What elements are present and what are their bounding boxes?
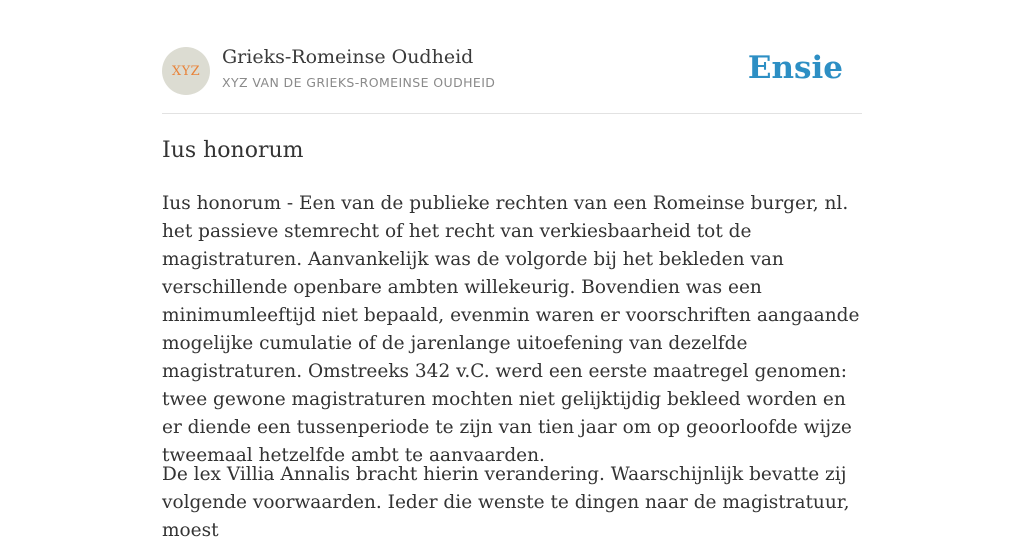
article-paragraph: Ius honorum - Een van de publieke rechten van een Romeinse burger, nl. het passieve stemrecht of het recht van verkiesbaarheid tot de magistraturen. Aanvankelijk was de volgorde bij het bekleden van verschillende openbare ambten willekeurig. Bovendien was een minimumleeftijd niet bepaald, evenmin waren er voorschriften aangaande mogelijke cumulatie of de jarenlange uitoefening van dezelfde magistraturen. Omstreeks 342 v.C. werd een eerste maatregel genomen: twee gewone magistraturen mochten niet gelijktijdig bekleed worden en er diende een tussenperiode te zijn van tien jaar om op geoorloofde wijze tweemaal hetzelfde ambt te aanvaarden. (162, 193, 860, 466)
header (162, 0, 862, 114)
source-title-link[interactable]: Grieks-Romeinse Oudheid (222, 46, 474, 68)
page-title: Ius honorum (162, 138, 304, 163)
source-avatar[interactable] (162, 47, 210, 95)
avatar-initials: XYZ (171, 63, 201, 79)
source-subtitle: XYZ VAN DE GRIEKS-ROMEINSE OUDHEID (222, 75, 496, 90)
page-container (162, 0, 862, 541)
article-paragraph: De lex Villia Annalis bracht hierin verandering. Waarschijnlijk bevatte zij volgende voorwaarden. Ieder die wenste te dingen naar de magistratuur, moest (162, 464, 850, 541)
brand-logo[interactable]: Ensie (747, 50, 843, 86)
